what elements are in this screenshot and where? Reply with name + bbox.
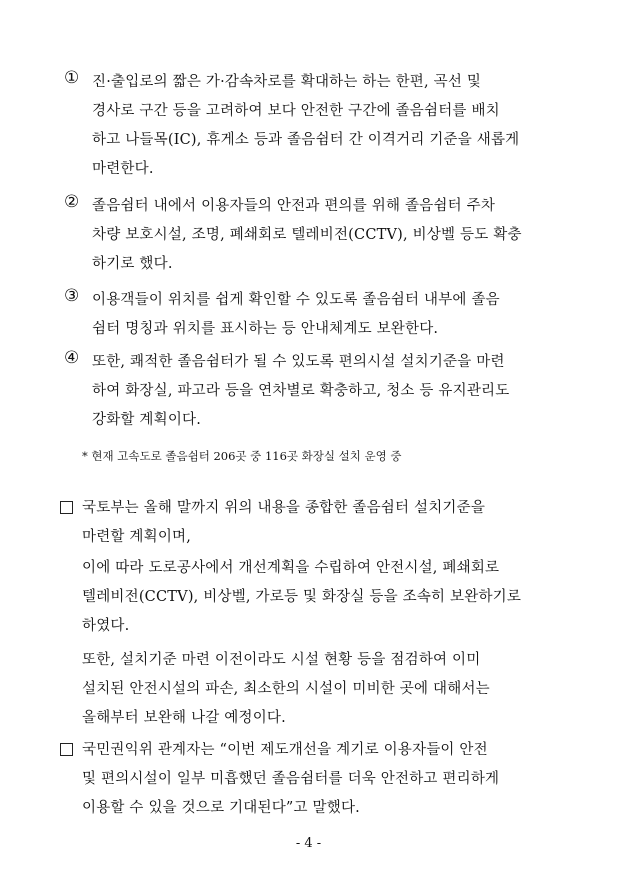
text-line: 올해부터 보완해 나갈 예정이다. <box>82 710 286 726</box>
text-line: 이용객들이 위치를 쉽게 확인할 수 있도록 졸음쉼터 내부에 졸음 <box>92 292 500 308</box>
paragraph-1 <box>82 554 567 641</box>
item-number: ① <box>64 68 80 88</box>
text-line: 국민권익위 관계자는 “이번 제도개선을 계기로 이용자들이 안전 <box>82 742 488 758</box>
page-number: - 4 - <box>295 836 322 851</box>
item-text <box>92 192 564 279</box>
text-line: 및 편의시설이 일부 미흡했던 졸음쉼터를 더욱 안전하고 편리하게 <box>82 771 500 787</box>
item-text <box>92 348 564 435</box>
text-line: 졸음쉼터 내에서 이용자들의 안전과 편의를 위해 졸음쉼터 주차 <box>92 198 496 214</box>
text-line: 마련한다. <box>92 161 154 177</box>
checkbox-square-icon <box>60 743 73 756</box>
text-line: 국토부는 올해 말까지 위의 내용을 종합한 졸음쉼터 설치기준을 <box>82 500 486 516</box>
text-line: 강화할 계획이다. <box>92 412 202 428</box>
text-line: 설치된 안전시설의 파손, 최소한의 시설이 미비한 곳에 대해서는 <box>82 681 490 697</box>
text-line: 하기로 했다. <box>92 256 173 272</box>
item-text <box>92 286 564 344</box>
text-line: 경사로 구간 등을 고려하여 보다 안전한 구간에 졸음쉼터를 배치 <box>92 103 500 119</box>
item-number: ② <box>64 192 80 212</box>
text-line: 진·출입로의 짧은 가·감속차로를 확대하는 하는 한편, 곡선 및 <box>92 74 482 90</box>
text-line: 차량 보호시설, 조명, 폐쇄회로 텔레비전(CCTV), 비상벨 등도 확충 <box>92 227 522 243</box>
paragraph-2 <box>82 646 567 733</box>
section-text <box>82 494 565 552</box>
text-line: 텔레비전(CCTV), 비상벨, 가로등 및 화장실 등을 조속히 보완하기로 <box>82 589 522 605</box>
text-line: 또한, 쾌적한 졸음쉼터가 될 수 있도록 편의시설 설치기준을 마련 <box>92 354 505 370</box>
text-line: 쉼터 명칭과 위치를 표시하는 등 안내체계도 보완한다. <box>92 321 439 337</box>
text-line: 이에 따라 도로공사에서 개선계획을 수립하여 안전시설, 폐쇄회로 <box>82 560 500 576</box>
text-line: 하여 화장실, 파고라 등을 연차별로 확충하고, 청소 등 유지관리도 <box>92 383 510 399</box>
checkbox-square-icon <box>60 501 73 514</box>
section-text <box>82 736 565 823</box>
text-line: 마련할 계획이며, <box>82 529 192 545</box>
text-line: 하였다. <box>82 618 130 634</box>
text-line: 이용할 수 있을 것으로 기대된다”고 말했다. <box>82 800 360 816</box>
text-line: 하고 나들목(IC), 휴게소 등과 졸음쉼터 간 이격거리 기준을 새롭게 <box>92 132 520 148</box>
footnote: * 현재 고속도로 졸음쉼터 206곳 중 116곳 화장실 설치 운영 중 <box>82 449 402 463</box>
item-number: ③ <box>64 286 80 306</box>
item-text <box>92 68 564 184</box>
item-number: ④ <box>64 348 80 368</box>
text-line: 또한, 설치기준 마련 이전이라도 시설 현황 등을 점검하여 이미 <box>82 652 481 668</box>
